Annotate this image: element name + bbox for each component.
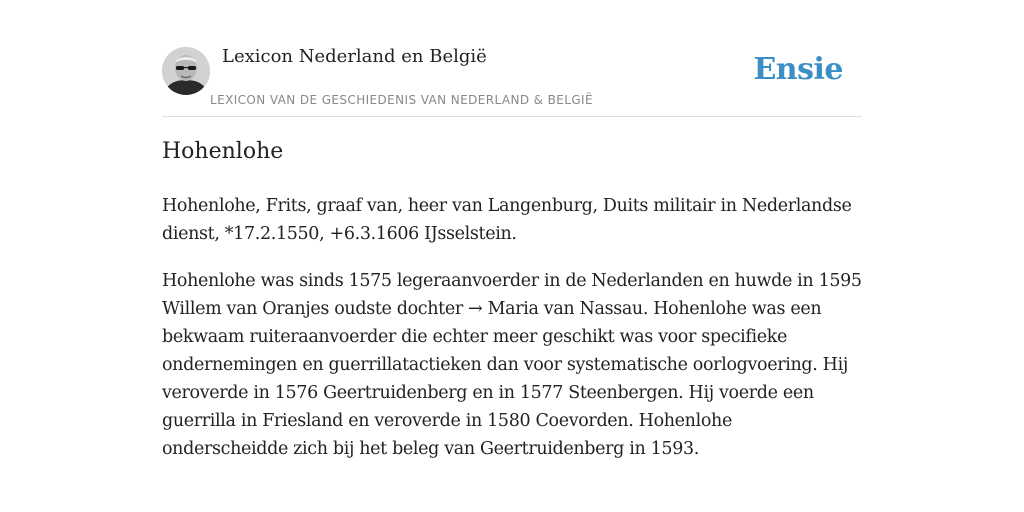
- article-paragraph: Hohenlohe was sinds 1575 legeraanvoerder in de Nederlanden en huwde in 1595 Willem van Oranjes oudste dochter → Maria van Nassau. Hohenlohe was een bekwaam ruiteraanvoerder die echter meer geschikt was voor specifieke ondernemingen en guerrillatactieken dan voor systematische oorlogvoering. Hij veroverde in 1576 Geertruidenberg en in 1577 Steenbergen. Hij voerde een guerrilla in Friesland en veroverde in 1580 Coevorden. Hohenlohe onderscheidde zich bij het beleg van Geertruidenberg in 1593.: [162, 271, 862, 459]
- site-header: [162, 0, 862, 117]
- ensie-logo[interactable]: Ensie: [753, 52, 843, 87]
- article-body: [162, 192, 862, 482]
- page: [162, 0, 862, 459]
- site-title[interactable]: Lexicon Nederland en België: [222, 46, 487, 67]
- site-subtitle: LEXICON VAN DE GESCHIEDENIS VAN NEDERLAND & BELGIË: [210, 93, 593, 107]
- article-title: Hohenlohe: [162, 139, 284, 164]
- article-paragraph: Hohenlohe, Frits, graaf van, heer van Langenburg, Duits militair in Nederlandse dienst, *17.2.1550, +6.3.1606 IJsselstein.: [162, 196, 852, 244]
- avatar-portrait: [162, 47, 210, 95]
- author-avatar[interactable]: [162, 47, 210, 95]
